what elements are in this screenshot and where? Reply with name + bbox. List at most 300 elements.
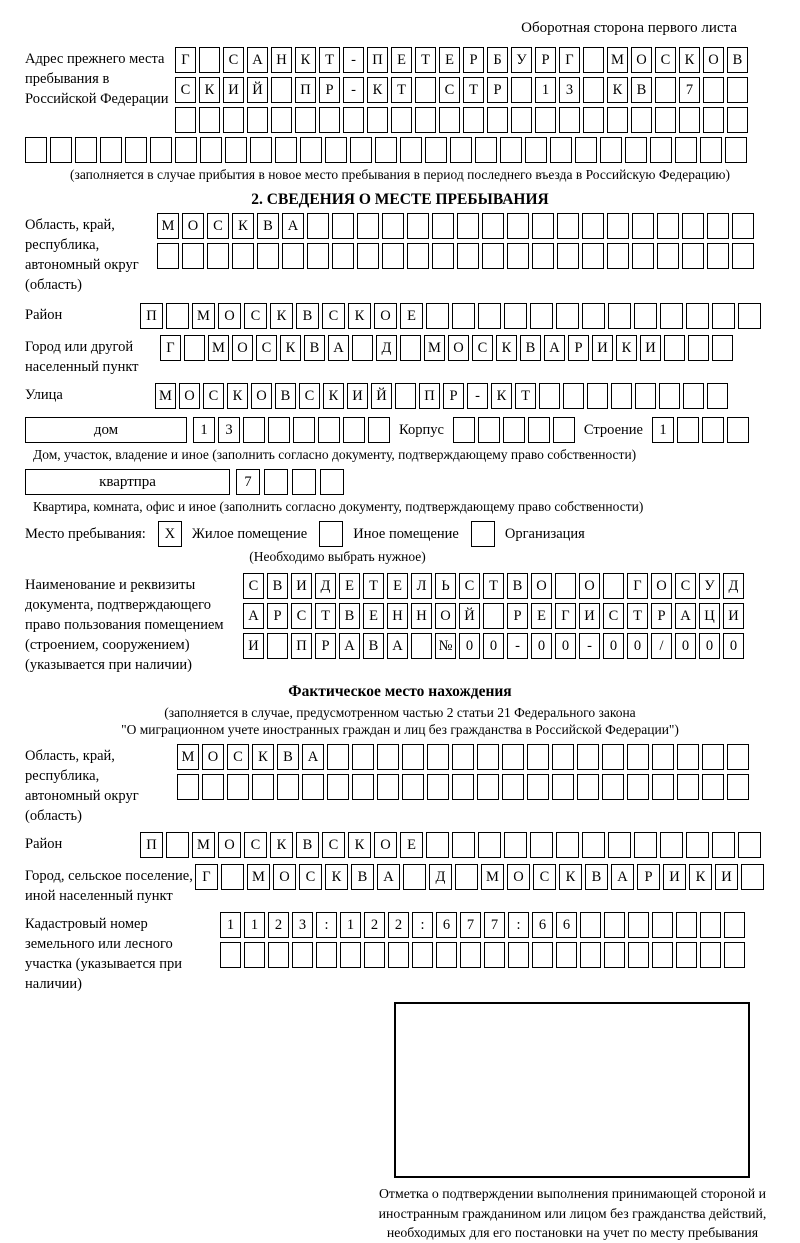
char-box (552, 774, 574, 800)
city-block (25, 335, 775, 377)
char-box (207, 243, 229, 269)
char-box: М (481, 864, 504, 890)
organization-label: Организация (504, 525, 585, 542)
actual-district-row (140, 832, 761, 858)
char-box: 7 (460, 912, 481, 938)
char-box (295, 107, 316, 133)
char-box: Р (463, 47, 484, 73)
document-block (25, 573, 775, 675)
char-box (320, 469, 344, 495)
char-box: О (179, 383, 200, 409)
actual-region-row-2 (177, 774, 749, 800)
char-box (556, 303, 579, 329)
house-number-cells (193, 417, 390, 443)
char-box: А (243, 603, 264, 629)
char-box (627, 774, 649, 800)
char-box (583, 107, 604, 133)
char-box: 0 (459, 633, 480, 659)
char-box (478, 303, 501, 329)
char-box (725, 137, 747, 163)
char-box: С (322, 303, 345, 329)
char-box: К (367, 77, 388, 103)
char-box (608, 303, 631, 329)
char-box (503, 417, 525, 443)
char-box: 1 (244, 912, 265, 938)
char-box (582, 832, 605, 858)
char-box: Н (271, 47, 292, 73)
char-box (577, 774, 599, 800)
actual-city-label: Город, сельское поселение, иной населенный пункт (25, 868, 193, 904)
char-box (508, 942, 529, 968)
char-box (484, 942, 505, 968)
char-box: Й (371, 383, 392, 409)
char-box (655, 107, 676, 133)
char-box: С (243, 573, 264, 599)
char-box (478, 832, 501, 858)
char-box: О (531, 573, 552, 599)
other-label: Иное помещение (353, 525, 459, 542)
char-box: Р (535, 47, 556, 73)
char-box: С (655, 47, 676, 73)
cadastral-rows (220, 912, 745, 968)
city-row (160, 335, 733, 361)
char-box: О (374, 303, 397, 329)
char-box (482, 243, 504, 269)
char-box (150, 137, 172, 163)
char-box (319, 107, 340, 133)
char-box (712, 832, 735, 858)
char-box (539, 383, 560, 409)
char-box: : (316, 912, 337, 938)
char-box: С (244, 832, 267, 858)
residential-checkbox (158, 521, 183, 547)
char-box (741, 864, 764, 890)
char-box (382, 243, 404, 269)
char-box: 0 (699, 633, 720, 659)
char-box (732, 213, 754, 239)
char-box (357, 213, 379, 239)
char-box (727, 744, 749, 770)
char-box (175, 137, 197, 163)
char-box: Т (483, 573, 504, 599)
char-box (402, 744, 424, 770)
actual-location-caption-1: (заполняется в случае, предусмотренном частью 2 статьи 21 Федерального закона (164, 705, 636, 720)
char-box (267, 633, 288, 659)
char-box (415, 77, 436, 103)
char-box: С (299, 864, 322, 890)
char-box (271, 107, 292, 133)
char-box (247, 107, 268, 133)
char-box (450, 137, 472, 163)
char-box (634, 303, 657, 329)
char-box (477, 744, 499, 770)
char-box: М (177, 744, 199, 770)
char-box: О (182, 213, 204, 239)
char-box (375, 137, 397, 163)
char-box: П (419, 383, 440, 409)
stamp-area (394, 1002, 750, 1178)
char-box: В (275, 383, 296, 409)
char-box: В (267, 573, 288, 599)
char-box: О (507, 864, 530, 890)
char-box (453, 417, 475, 443)
char-box (625, 137, 647, 163)
char-box: К (689, 864, 712, 890)
char-box (703, 107, 724, 133)
char-box (340, 942, 361, 968)
char-box (580, 912, 601, 938)
char-box (252, 774, 274, 800)
cadastral-label: Кадастровый номер земельного или лесного участка (указывается при наличии) (25, 916, 182, 992)
char-box (575, 137, 597, 163)
char-box: Р (443, 383, 464, 409)
char-box: О (579, 573, 600, 599)
char-box: О (651, 573, 672, 599)
char-box (407, 213, 429, 239)
char-box: А (282, 213, 304, 239)
char-box (403, 864, 426, 890)
char-box (319, 521, 343, 547)
char-box: О (251, 383, 272, 409)
char-box: В (631, 77, 652, 103)
actual-region-row-1 (177, 744, 749, 770)
street-label: Улица (25, 387, 63, 403)
char-box: К (227, 383, 248, 409)
char-box: Е (387, 573, 408, 599)
char-box (350, 137, 372, 163)
char-box: К (616, 335, 637, 361)
char-box (550, 137, 572, 163)
char-box (655, 77, 676, 103)
apartment-caption: Квартира, комната, офис и иное (заполнить согласно документу, подтверждающему право собственности) (33, 499, 644, 514)
stay-type-label: Место пребывания: (25, 525, 146, 542)
header-note: Оборотная сторона первого листа (521, 20, 737, 36)
char-box: Р (568, 335, 589, 361)
char-box (457, 213, 479, 239)
char-box (707, 213, 729, 239)
char-box (487, 107, 508, 133)
other-checkbox (319, 521, 344, 547)
actual-location-caption-2: "О миграционном учете иностранных граждан и лиц без гражданства в Российской Федерации") (121, 722, 679, 737)
char-box: Т (463, 77, 484, 103)
char-box (607, 107, 628, 133)
korpus-cells (453, 417, 575, 443)
char-box (232, 243, 254, 269)
char-box: Л (411, 573, 432, 599)
char-box: С (322, 832, 345, 858)
char-box (604, 942, 625, 968)
char-box: - (343, 77, 364, 103)
char-box (268, 417, 290, 443)
char-box (582, 303, 605, 329)
char-box: № (435, 633, 456, 659)
char-box (608, 832, 631, 858)
char-box (676, 942, 697, 968)
char-box (483, 603, 504, 629)
char-box (415, 107, 436, 133)
char-box (727, 774, 749, 800)
char-box: И (243, 633, 264, 659)
char-box (557, 213, 579, 239)
char-box (504, 303, 527, 329)
char-box: Р (267, 603, 288, 629)
organization-checkbox (471, 521, 496, 547)
char-box: С (675, 573, 696, 599)
char-box: К (325, 864, 348, 890)
char-box: 2 (364, 912, 385, 938)
char-box (582, 213, 604, 239)
char-box (225, 137, 247, 163)
char-box (535, 107, 556, 133)
char-box (268, 942, 289, 968)
char-box (707, 383, 728, 409)
char-box: К (270, 832, 293, 858)
char-box (343, 107, 364, 133)
char-box (532, 243, 554, 269)
prev-address-row-4 (25, 137, 775, 163)
char-box: 6 (436, 912, 457, 938)
char-box: И (715, 864, 738, 890)
char-box: 0 (603, 633, 624, 659)
region-rows (157, 213, 754, 269)
char-box: 3 (292, 912, 313, 938)
region-block (25, 213, 775, 295)
char-box (400, 137, 422, 163)
char-box: М (155, 383, 176, 409)
stay-type-note: (Необходимо выбрать нужное) (249, 549, 426, 564)
document-row-3 (243, 633, 744, 659)
char-box: И (291, 573, 312, 599)
char-box (199, 47, 220, 73)
section2-title: 2. СВЕДЕНИЯ О МЕСТЕ ПРЕБЫВАНИЯ (251, 191, 549, 208)
char-box (525, 137, 547, 163)
prev-address-caption: (заполняется в случае прибытия в новое место пребывания в период последнего въезда в Российскую Федерацию) (69, 167, 731, 182)
char-box (732, 243, 754, 269)
char-box: О (218, 832, 241, 858)
char-box (475, 137, 497, 163)
char-box: О (703, 47, 724, 73)
char-box (664, 335, 685, 361)
char-box: 1 (193, 417, 215, 443)
char-box (325, 137, 347, 163)
char-box (50, 137, 72, 163)
char-box: 6 (556, 912, 577, 938)
char-box (202, 774, 224, 800)
char-box (343, 417, 365, 443)
prev-address-label: Адрес прежнего места пребывания в Российской Федерации (25, 51, 169, 107)
char-box: Н (387, 603, 408, 629)
char-box (377, 744, 399, 770)
char-box (368, 417, 390, 443)
region-label: Область, край, республика, автономный округ (область) (25, 217, 139, 293)
char-box (332, 213, 354, 239)
char-box: Т (627, 603, 648, 629)
char-box (478, 417, 500, 443)
char-box (452, 774, 474, 800)
char-box: В (277, 744, 299, 770)
char-box: А (611, 864, 634, 890)
char-box (532, 942, 553, 968)
char-box (702, 417, 724, 443)
char-box: Е (531, 603, 552, 629)
char-box: И (223, 77, 244, 103)
char-box (631, 107, 652, 133)
char-box (677, 774, 699, 800)
char-box (556, 942, 577, 968)
char-box: С (472, 335, 493, 361)
char-box: 7 (679, 77, 700, 103)
actual-district-label: Район (25, 836, 63, 852)
char-box (652, 744, 674, 770)
char-box (257, 243, 279, 269)
char-box (471, 521, 495, 547)
char-box: К (348, 832, 371, 858)
char-box (300, 137, 322, 163)
char-box (100, 137, 122, 163)
char-box: Р (507, 603, 528, 629)
char-box (677, 744, 699, 770)
char-box (712, 335, 733, 361)
char-box: И (663, 864, 686, 890)
char-box (652, 942, 673, 968)
char-box (220, 942, 241, 968)
char-box: Т (391, 77, 412, 103)
char-box (307, 213, 329, 239)
char-box: П (140, 832, 163, 858)
char-box (166, 303, 189, 329)
char-box (302, 774, 324, 800)
char-box (556, 832, 579, 858)
char-box (25, 137, 47, 163)
char-box (702, 744, 724, 770)
char-box: - (343, 47, 364, 73)
char-box: Т (363, 573, 384, 599)
char-box (352, 744, 374, 770)
stroenie-label: Строение (583, 421, 643, 438)
char-box (352, 335, 373, 361)
char-box (502, 744, 524, 770)
char-box: О (448, 335, 469, 361)
char-box (727, 77, 748, 103)
char-box: С (439, 77, 460, 103)
char-box: Ц (699, 603, 720, 629)
char-box (364, 942, 385, 968)
char-box (316, 942, 337, 968)
char-box: А (339, 633, 360, 659)
prev-address-row-2 (175, 77, 748, 103)
char-box (555, 573, 576, 599)
char-box (436, 942, 457, 968)
char-box: 1 (220, 912, 241, 938)
char-box: Р (637, 864, 660, 890)
char-box: К (280, 335, 301, 361)
char-box (199, 107, 220, 133)
char-box: В (296, 303, 319, 329)
char-box: В (257, 213, 279, 239)
char-box (395, 383, 416, 409)
district-label: Район (25, 307, 63, 323)
char-box: О (273, 864, 296, 890)
char-box (412, 942, 433, 968)
char-box: П (291, 633, 312, 659)
char-box: М (157, 213, 179, 239)
stroenie-cells (652, 417, 749, 443)
char-box: Г (160, 335, 181, 361)
char-box (332, 243, 354, 269)
char-box: Р (315, 633, 336, 659)
korpus-label: Корпус (399, 421, 444, 438)
char-box (75, 137, 97, 163)
char-box: В (585, 864, 608, 890)
char-box (125, 137, 147, 163)
char-box: С (244, 303, 267, 329)
char-box: В (304, 335, 325, 361)
char-box: 6 (532, 912, 553, 938)
actual-region-label: Область, край, республика, автономный округ (область) (25, 748, 139, 824)
char-box: Е (363, 603, 384, 629)
char-box: Г (555, 603, 576, 629)
char-box (600, 137, 622, 163)
char-box (382, 213, 404, 239)
region-row-1 (157, 213, 754, 239)
char-box: В (520, 335, 541, 361)
char-box (559, 107, 580, 133)
char-box (583, 77, 604, 103)
char-box (292, 942, 313, 968)
char-box: С (603, 603, 624, 629)
char-box: О (218, 303, 241, 329)
char-box (652, 774, 674, 800)
char-box: А (328, 335, 349, 361)
char-box (628, 912, 649, 938)
char-box (675, 137, 697, 163)
char-box (727, 417, 749, 443)
char-box: В (339, 603, 360, 629)
house-caption: Дом, участок, владение и иное (заполнить согласно документу, подтверждающему право собственности) (33, 447, 637, 462)
document-label: Наименование и реквизиты документа, подтверждающего право пользования помещением (строением, сооружением) (указывается при наличии) (25, 577, 224, 673)
char-box: И (579, 603, 600, 629)
char-box (427, 774, 449, 800)
char-box: О (202, 744, 224, 770)
district-row (140, 303, 761, 329)
document-row-1 (243, 573, 744, 599)
char-box (724, 942, 745, 968)
house-field: дом (25, 417, 187, 443)
char-box (703, 77, 724, 103)
char-box: 7 (236, 469, 260, 495)
region-row-2 (157, 243, 754, 269)
char-box: С (223, 47, 244, 73)
char-box: Е (400, 832, 423, 858)
char-box (657, 243, 679, 269)
char-box: В (351, 864, 374, 890)
char-box: И (640, 335, 661, 361)
char-box (682, 243, 704, 269)
char-box: С (299, 383, 320, 409)
char-box: Г (627, 573, 648, 599)
char-box (527, 744, 549, 770)
char-box: Д (723, 573, 744, 599)
prev-address-row-3 (175, 107, 748, 133)
char-box (679, 107, 700, 133)
char-box (652, 912, 673, 938)
char-box (200, 137, 222, 163)
char-box (627, 744, 649, 770)
char-box: Т (319, 47, 340, 73)
actual-region-block (25, 744, 775, 826)
char-box (388, 942, 409, 968)
char-box (391, 107, 412, 133)
